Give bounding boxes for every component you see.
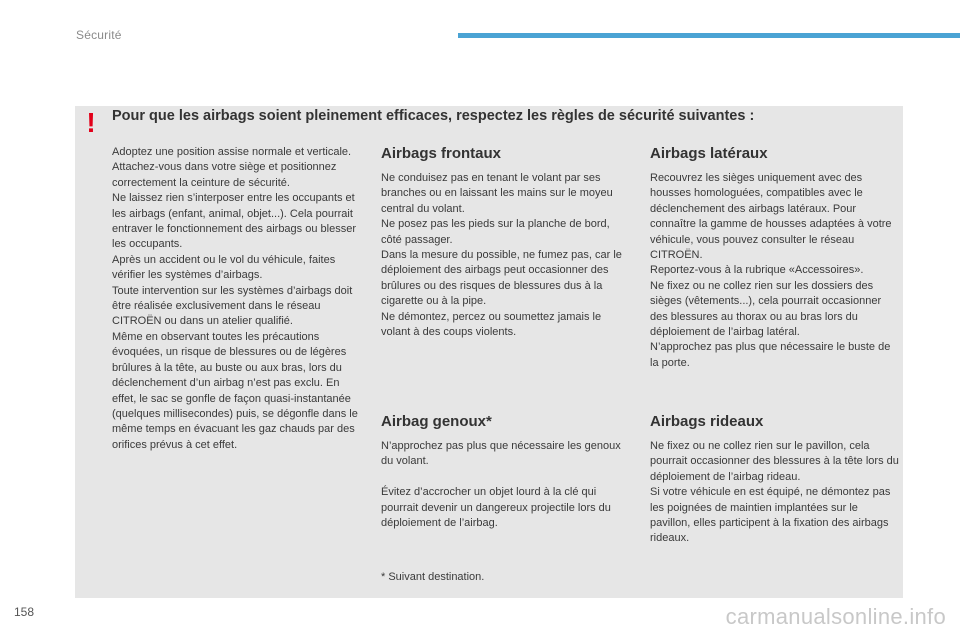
lateral-text: Recouvrez les sièges uniquement avec des housses homologuées, compatibles avec le déclenchement des airbags latéraux. Pour connaître la gamme de housses adaptées à votre véhicule, vous pouvez consulter le réseau CITROËN. — [650, 172, 892, 262]
knee-airbag-heading: Airbag genoux* — [381, 413, 492, 430]
footnote: * Suivant destination. — [381, 571, 485, 583]
lateral-airbags-section — [650, 144, 900, 371]
frontal-text: Ne conduisez pas en tenant le volant par ses branches ou en laissant les mains sur le moyeu central du volant. — [381, 172, 613, 215]
knee-text: N’approchez pas plus que nécessaire les genoux du volant. — [381, 440, 621, 468]
exclamation-icon: ! — [86, 107, 96, 138]
page-number: 158 — [14, 605, 35, 619]
frontal-airbags-section — [381, 144, 633, 340]
warning-title: Pour que les airbags soient pleinement efficaces, respectez les règles de sécurité suivantes : — [112, 108, 755, 124]
rule-text: Adoptez une position assise normale et verticale. — [112, 146, 352, 158]
curtain-airbags-heading: Airbags rideaux — [650, 413, 764, 430]
knee-airbag-section — [381, 412, 633, 531]
lateral-text: Ne fixez ou ne collez rien sur les dossiers des sièges (vêtements...), cela pourrait occasionner des blessures au thorax ou au bras lors du déploiement de l’airbag latéral. — [650, 279, 882, 339]
lateral-text: N’approchez pas plus que nécessaire le buste de la porte. — [650, 341, 891, 369]
rule-text: Attachez-vous dans votre siège et positionnez correctement la ceinture de sécurité. — [112, 161, 337, 189]
curtain-text: Si votre véhicule en est équipé, ne démontez pas les poignées de maintien implantées sur le pavillon, elles participent à la fixation des airbags rideaux. — [650, 486, 891, 545]
general-rules-column — [112, 145, 362, 453]
frontal-text: Ne démontez, percez ou soumettez jamais le volant à des coups violents. — [381, 310, 602, 339]
curtain-airbags-section — [650, 412, 900, 547]
frontal-airbags-heading: Airbags frontaux — [381, 145, 502, 162]
section-title: Sécurité — [76, 28, 122, 42]
curtain-text: Ne fixez ou ne collez rien sur le pavillon, cela pourrait occasionner des blessures à la tête lors du déploiement de l’airbag rideau. — [650, 440, 899, 483]
rule-text: Toute intervention sur les systèmes d’airbags doit être réalisée exclusivement dans le réseau CITROËN ou dans un atelier qualifié. — [112, 284, 353, 328]
knee-text: Évitez d’accrocher un objet lourd à la clé qui pourrait devenir un dangereux projectile lors du déploiement de l’airbag. — [381, 486, 611, 530]
lateral-airbags-heading: Airbags latéraux — [650, 145, 768, 162]
rule-text: Après un accident ou le vol du véhicule, faites vérifier les systèmes d’airbags. — [112, 253, 336, 282]
watermark: carmanualsonline.info — [725, 604, 946, 629]
frontal-text: Ne posez pas les pieds sur la planche de bord, côté passager. — [381, 218, 610, 246]
rule-text: Même en observant toutes les précautions évoquées, un risque de blessures ou de légères brûlures à la tête, au buste ou aux bras, lors du déclenchement d’un airbag n’est pas exclu. En effet, le sac se gonfle de façon quasi-instantanée (quelques millisecondes) puis, se dégonfle dans le même temps en évacuant les gaz chauds par des orifices prévus à cet effet. — [112, 330, 358, 451]
frontal-text: Dans la mesure du possible, ne fumez pas, car le déploiement des airbags peut occasionner des brûlures ou des risques de blessures dus à la cigarette ou à la pipe. — [381, 249, 622, 308]
header-accent-bar — [458, 33, 960, 38]
lateral-text: Reportez-vous à la rubrique «Accessoires». — [650, 264, 864, 277]
rule-text: Ne laissez rien s’interposer entre les occupants et les airbags (enfant, animal, objet...). Cela pourrait entraver le fonctionnement des airbags ou blesser les occupants. — [112, 192, 356, 251]
